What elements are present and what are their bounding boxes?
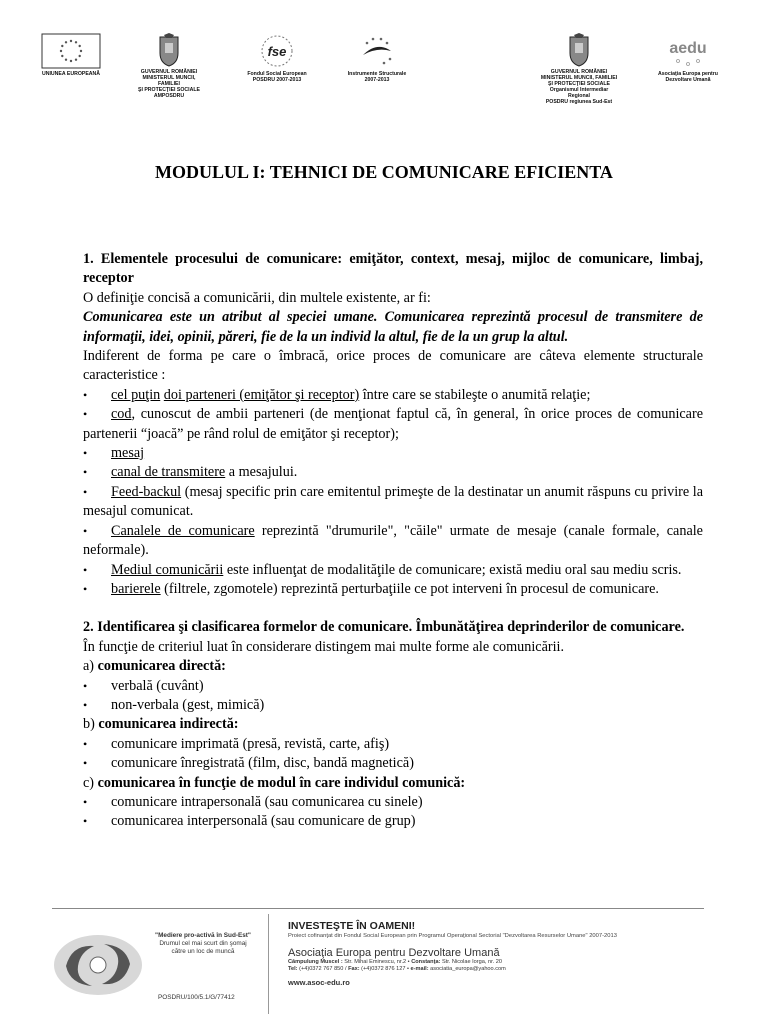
organization-name: Asociaţia Europa pentru Dezvoltare Umană <box>288 947 500 959</box>
list-item: • cod, cunoscut de ambii parteneri (de menţionat faptul că, în general, în orice proces de comunicare partenerii “joacă” pe rând rolul de emiţător şi receptor); <box>83 406 703 442</box>
list-item: • non-verbala (gest, mimică) <box>83 696 703 715</box>
document-body <box>83 250 703 832</box>
gov2-line-4: Organismul Intermediar Regional <box>549 87 609 99</box>
page-footer <box>52 908 704 1018</box>
gov1-line-2: MINISTERUL MUNCII, FAMILIEI <box>142 75 196 87</box>
section-1-heading: 1. Elementele procesului de comunicare: emiţător, context, mesaj, mijloc de comunicare, limbaj, receptor <box>83 251 703 287</box>
category-c: c) comunicarea în funcţie de modul în care individul comunică: <box>83 774 466 791</box>
government-logo-2 <box>540 33 618 105</box>
address-line: Câmpulung Muscel : Str. Mihai Eminescu, nr.2 • Constanţa: Str. Nicolae Iorga, nr. 20 <box>288 959 502 965</box>
bullet-icon: • <box>83 562 88 577</box>
motto-line-2: către un loc de muncă <box>171 948 235 955</box>
gov1-line-3: ŞI PROTECŢIEI SOCIALE <box>138 87 200 93</box>
page-title: MODULUL I: TEHNICI DE COMUNICARE EFICIENTA <box>155 162 613 182</box>
eu-caption: UNIUNEA EUROPEANĂ <box>41 71 101 77</box>
gov2-line-2: MINISTERUL MUNCII, FAMILIEI <box>540 75 618 81</box>
list-item: • mesaj <box>83 444 703 463</box>
list-item: • Mediul comunicării este influenţat de modalităţile de comunicare; există mediu oral sau mediu scris. <box>83 561 703 580</box>
coat-of-arms-icon <box>567 33 591 67</box>
footer-separator <box>268 914 269 1014</box>
invest-slogan: INVESTEŞTE ÎN OAMENI! <box>288 920 416 932</box>
footer-divider <box>52 908 704 909</box>
fse-logo <box>246 33 308 83</box>
partner-logos <box>0 28 768 128</box>
bullet-icon: • <box>83 678 88 693</box>
organization-info <box>288 920 704 987</box>
aedu-line-1: Asociaţia Europa pentru <box>658 71 718 77</box>
gov1-line-4: AMPOSDRU <box>153 93 185 99</box>
bullet-icon: • <box>83 581 88 596</box>
gov2-line-1: GUVERNUL ROMÂNIEI <box>550 69 608 75</box>
motto-line-1: Drumul cel mai scurt din şomaj <box>159 940 247 947</box>
bullet-icon: • <box>83 697 88 712</box>
bullet-icon: • <box>83 523 88 538</box>
category-a: a) comunicarea directă: <box>83 658 226 675</box>
list-item: • Canalele de comunicare reprezintă "drumurile", "căile" urmate de mesaje (canale formale, canale neformale). <box>83 522 703 559</box>
list-item: • verbală (cuvânt) <box>83 677 703 696</box>
section-1-paragraph: Indiferent de forma pe care o îmbracă, orice proces de comunicare are câteva elemente structurale caracteristice : <box>83 348 703 384</box>
stars-swoosh-icon <box>357 33 397 69</box>
cofinance-note: Proiect cofinanţat din Fondul Social European prin Programul Operaţional Sectorial "Dezvoltarea Resurselor Umane" 2007-2013 <box>288 933 617 939</box>
aedu-logo <box>648 33 728 83</box>
project-emblem-icon <box>52 932 144 998</box>
bullet-icon: • <box>83 446 88 461</box>
bullet-icon: • <box>83 387 88 402</box>
list-item: • canal de transmitere a mesajului. <box>83 463 703 482</box>
structural-instruments-logo <box>346 33 408 83</box>
section-1-intro: O definiţie concisă a comunicării, din multele existente, ar fi: <box>83 289 431 306</box>
bullet-icon: • <box>83 814 88 829</box>
list-item: • comunicare înregistrată (film, disc, bandă magnetică) <box>83 754 703 773</box>
project-logo-block <box>52 926 262 1016</box>
gov2-line-5: POSDRU regiunea Sud-Est <box>545 99 613 105</box>
list-item: • cel puţin doi parteneri (emiţător şi receptor) între care se stabileşte o anumită relaţie; <box>83 386 703 405</box>
bullet-icon: • <box>83 407 88 422</box>
website-link[interactable]: www.asoc-edu.ro <box>288 978 350 987</box>
definition: Comunicarea este un atribut al speciei umane. Comunicarea reprezintă procesul de transmitere de informaţii, idei, opinii, păreri, fie de la un individ la altul, fie de la un grup la altul. <box>83 309 703 345</box>
contact-line: Tel: (+4)0372 767 850 / Fax: (+4)0372 876 127 • e-mail: asociatia_europa@yahoo.com <box>288 966 506 972</box>
list-item: • comunicare intrapersonală (sau comunicarea cu sinele) <box>83 793 703 812</box>
list-item: • comunicarea interpersonală (sau comunicare de grup) <box>83 812 703 831</box>
section-2-heading: 2. Identificarea şi clasificarea formelor de comunicare. Îmbunătăţirea deprinderilor de comunicare. <box>83 619 685 636</box>
government-logo-1 <box>134 33 204 99</box>
fse-line-2: POSDRU 2007-2013 <box>252 77 302 83</box>
is-line-2: 2007-2013 <box>364 77 390 83</box>
bullet-icon: • <box>83 756 88 771</box>
eu-logo <box>40 33 102 77</box>
fse-mark-text: fse <box>267 44 287 59</box>
is-line-1: Instrumente Structurale <box>347 71 407 77</box>
project-code: POSDRU/100/5.1/G/77412 <box>158 994 235 1001</box>
bullet-icon: • <box>83 794 88 809</box>
fse-line-1: Fondul Social European <box>247 71 307 77</box>
bullet-icon: • <box>83 736 88 751</box>
list-item: • Feed-backul (mesaj specific prin care emitentul primeşte de la destinatar un anumit răspuns cu privire la mesajul comunicat. <box>83 483 703 520</box>
gov2-line-3: ŞI PROTECŢIEI SOCIALE <box>548 81 610 87</box>
list-item: • barierele (filtrele, zgomotele) reprezintă perturbaţiile ce pot interveni în procesul de comunicare. <box>83 580 703 599</box>
aedu-mark-icon <box>658 33 718 69</box>
bullet-icon: • <box>83 465 88 480</box>
aedu-line-2: Dezvoltare Umană <box>665 77 711 83</box>
list-item: • comunicare imprimată (presă, revistă, carte, afiş) <box>83 735 703 754</box>
fse-mark-icon <box>260 33 294 69</box>
aedu-mark-text: aedu <box>669 40 707 57</box>
motto-title: "Mediere pro-activă în Sud-Est" <box>155 932 251 939</box>
coat-of-arms-icon <box>157 33 181 67</box>
bullet-icon: • <box>83 484 88 499</box>
section-2-intro: În funcţie de criteriul luat în considerare distingem mai multe forme ale comunicării. <box>83 638 565 655</box>
gov1-line-1: GUVERNUL ROMÂNIEI <box>140 69 198 75</box>
category-b: b) comunicarea indirectă: <box>83 716 239 733</box>
eu-flag-icon <box>41 33 101 69</box>
